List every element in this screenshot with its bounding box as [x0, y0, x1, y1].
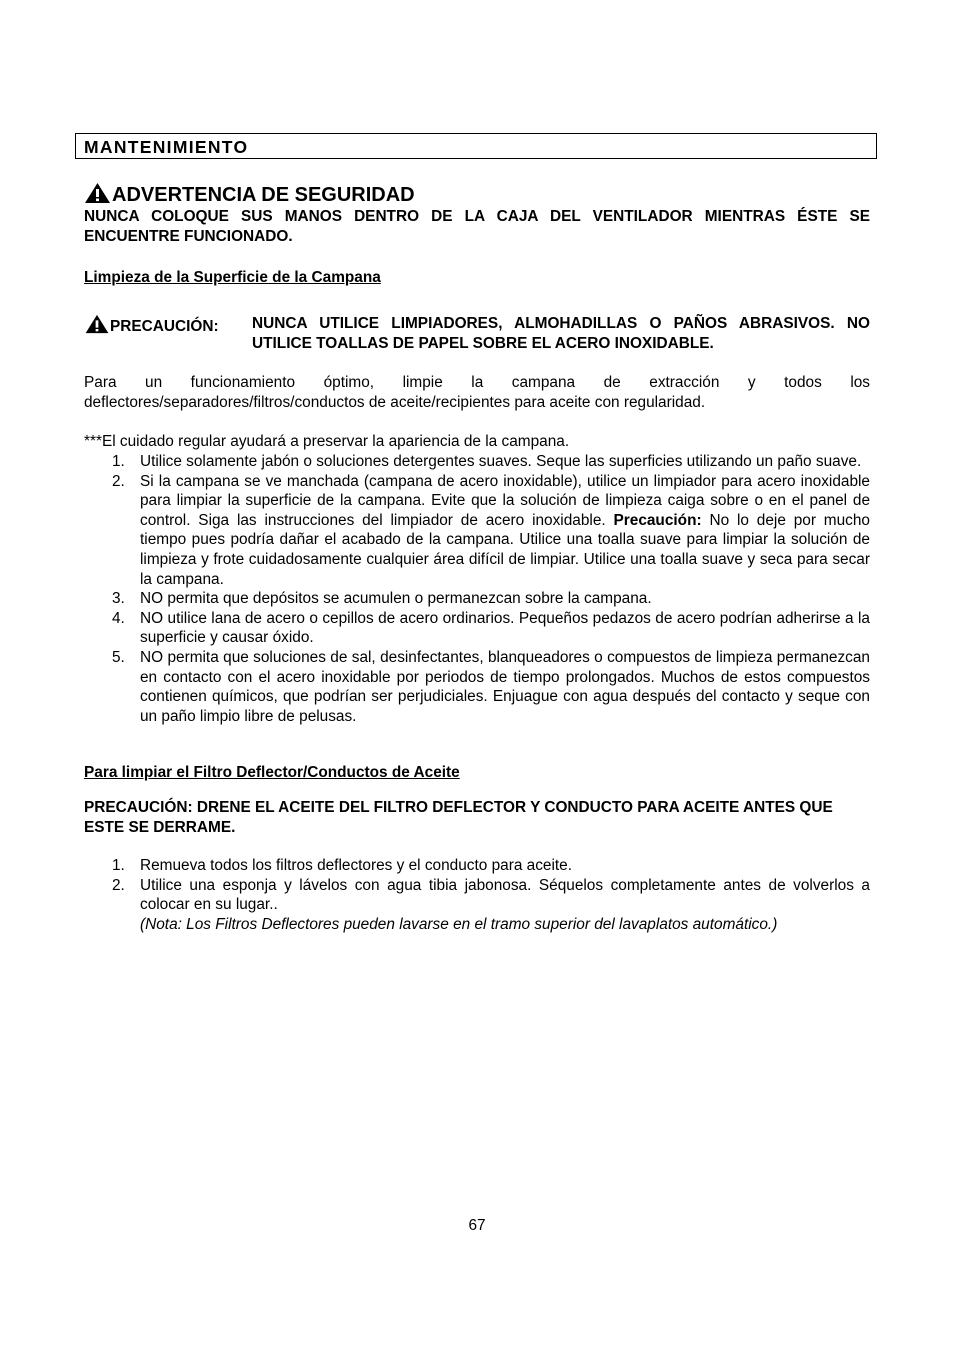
list-item-text: No lo deje por mucho tiempo pues podría dañar el acabado de la campana. Utilice una toalla suave para limpiar la solución de limpieza y frote cuidadosamente cualquier área difícil de limpiar. Utilice una toalla suave y seca para secar la campana. — [140, 511, 870, 588]
list-item — [84, 472, 870, 590]
caution-label: PRECAUCIÓN: — [110, 318, 219, 335]
list-item-number: 4. — [112, 609, 125, 627]
list-item — [84, 648, 870, 726]
caution-text: NUNCA UTILICE LIMPIADORES, ALMOHADILLAS O PAÑOS ABRASIVOS. NO UTILICE TOALLAS DE PAPEL SOBRE EL ACERO INOXIDABLE. — [252, 315, 870, 352]
list-item — [84, 856, 870, 876]
list-item-number: 5. — [112, 648, 125, 666]
list-item-number: 2. — [112, 876, 125, 894]
warning-title-row — [84, 182, 415, 208]
warning-triangle-icon — [84, 182, 111, 204]
list-item-number: 1. — [112, 857, 125, 874]
surface-cleaning-heading: Limpieza de la Superficie de la Campana — [84, 269, 381, 286]
list-item — [84, 876, 870, 935]
list-item-text: NO permita que depósitos se acumulen o permanezcan sobre la campana. — [140, 590, 652, 608]
list-item-text: Utilice solamente jabón o soluciones detergentes suaves. Seque las superficies utilizando un paño suave. — [140, 453, 862, 470]
list-item-text: Utilice una esponja y lávelos con agua tibia jabonosa. Séquelos completamente antes de volverlos a colocar en su lugar.. — [140, 876, 870, 914]
list-item — [84, 589, 870, 609]
surface-steps-list — [84, 452, 870, 726]
filter-caution: PRECAUCIÓN: DRENE EL ACEITE DEL FILTRO DEFLECTOR Y CONDUCTO PARA ACEITE ANTES QUE ESTE SE DERRAME. — [84, 799, 833, 836]
list-item — [84, 609, 870, 648]
list-item-text: NO utilice lana de acero o cepillos de acero ordinarios. Pequeños pedazos de acero podrían adherirse a la superficie y causar óxido. — [140, 609, 870, 647]
list-item-number: 2. — [112, 472, 125, 490]
warning-triangle-icon — [84, 314, 110, 334]
section-title: MANTENIMIENTO — [84, 137, 249, 157]
dishwasher-note: (Nota: Los Filtros Deflectores pueden lavarse en el tramo superior del lavaplatos automático.) — [140, 915, 778, 933]
filter-steps-list — [84, 856, 870, 934]
warning-body: NUNCA COLOQUE SUS MANOS DENTRO DE LA CAJA DEL VENTILADOR MIENTRAS ÉSTE SE ENCUENTRE FUNCIONADO. — [84, 208, 870, 245]
list-item-text: Si la campana se ve manchada (campana de acero inoxidable), utilice un limpiador para acero inoxidable para limpiar la superficie de la campana. Evite que la solución de limpieza caiga sobre o en el panel de control. Siga las instrucciones del limpiador de acero inoxidable. — [140, 472, 870, 529]
list-item-number: 3. — [112, 590, 125, 608]
filter-cleaning-heading: Para limpiar el Filtro Deflector/Conductos de Aceite — [84, 764, 460, 781]
caution-label-row — [84, 314, 219, 337]
list-item — [84, 452, 870, 472]
list-item-text: NO permita que soluciones de sal, desinfectantes, blanqueadores o compuestos de limpieza permanezcan en contacto con el acero inoxidable por periodos de tiempo prolongados. Muchos de estos compuestos contienen químicos, que podrían ser perjudiciales. Enjuague con agua después del contacto y seque con un paño limpio libre de pelusas. — [140, 648, 870, 725]
warning-title: ADVERTENCIA DE SEGURIDAD — [112, 184, 415, 206]
caution-inline-label: Precaución: — [613, 511, 702, 529]
surface-intro-paragraph: Para un funcionamiento óptimo, limpie la campana de extracción y todos los deflectores/separadores/filtros/conductos de aceite/recipientes para aceite con regularidad. — [84, 374, 870, 411]
list-item-number: 1. — [112, 453, 125, 470]
list-item-text: Remueva todos los filtros deflectores y el conducto para aceite. — [140, 857, 573, 874]
page-number: 67 — [468, 1217, 486, 1234]
care-note: ***El cuidado regular ayudará a preservar la apariencia de la campana. — [84, 433, 570, 450]
